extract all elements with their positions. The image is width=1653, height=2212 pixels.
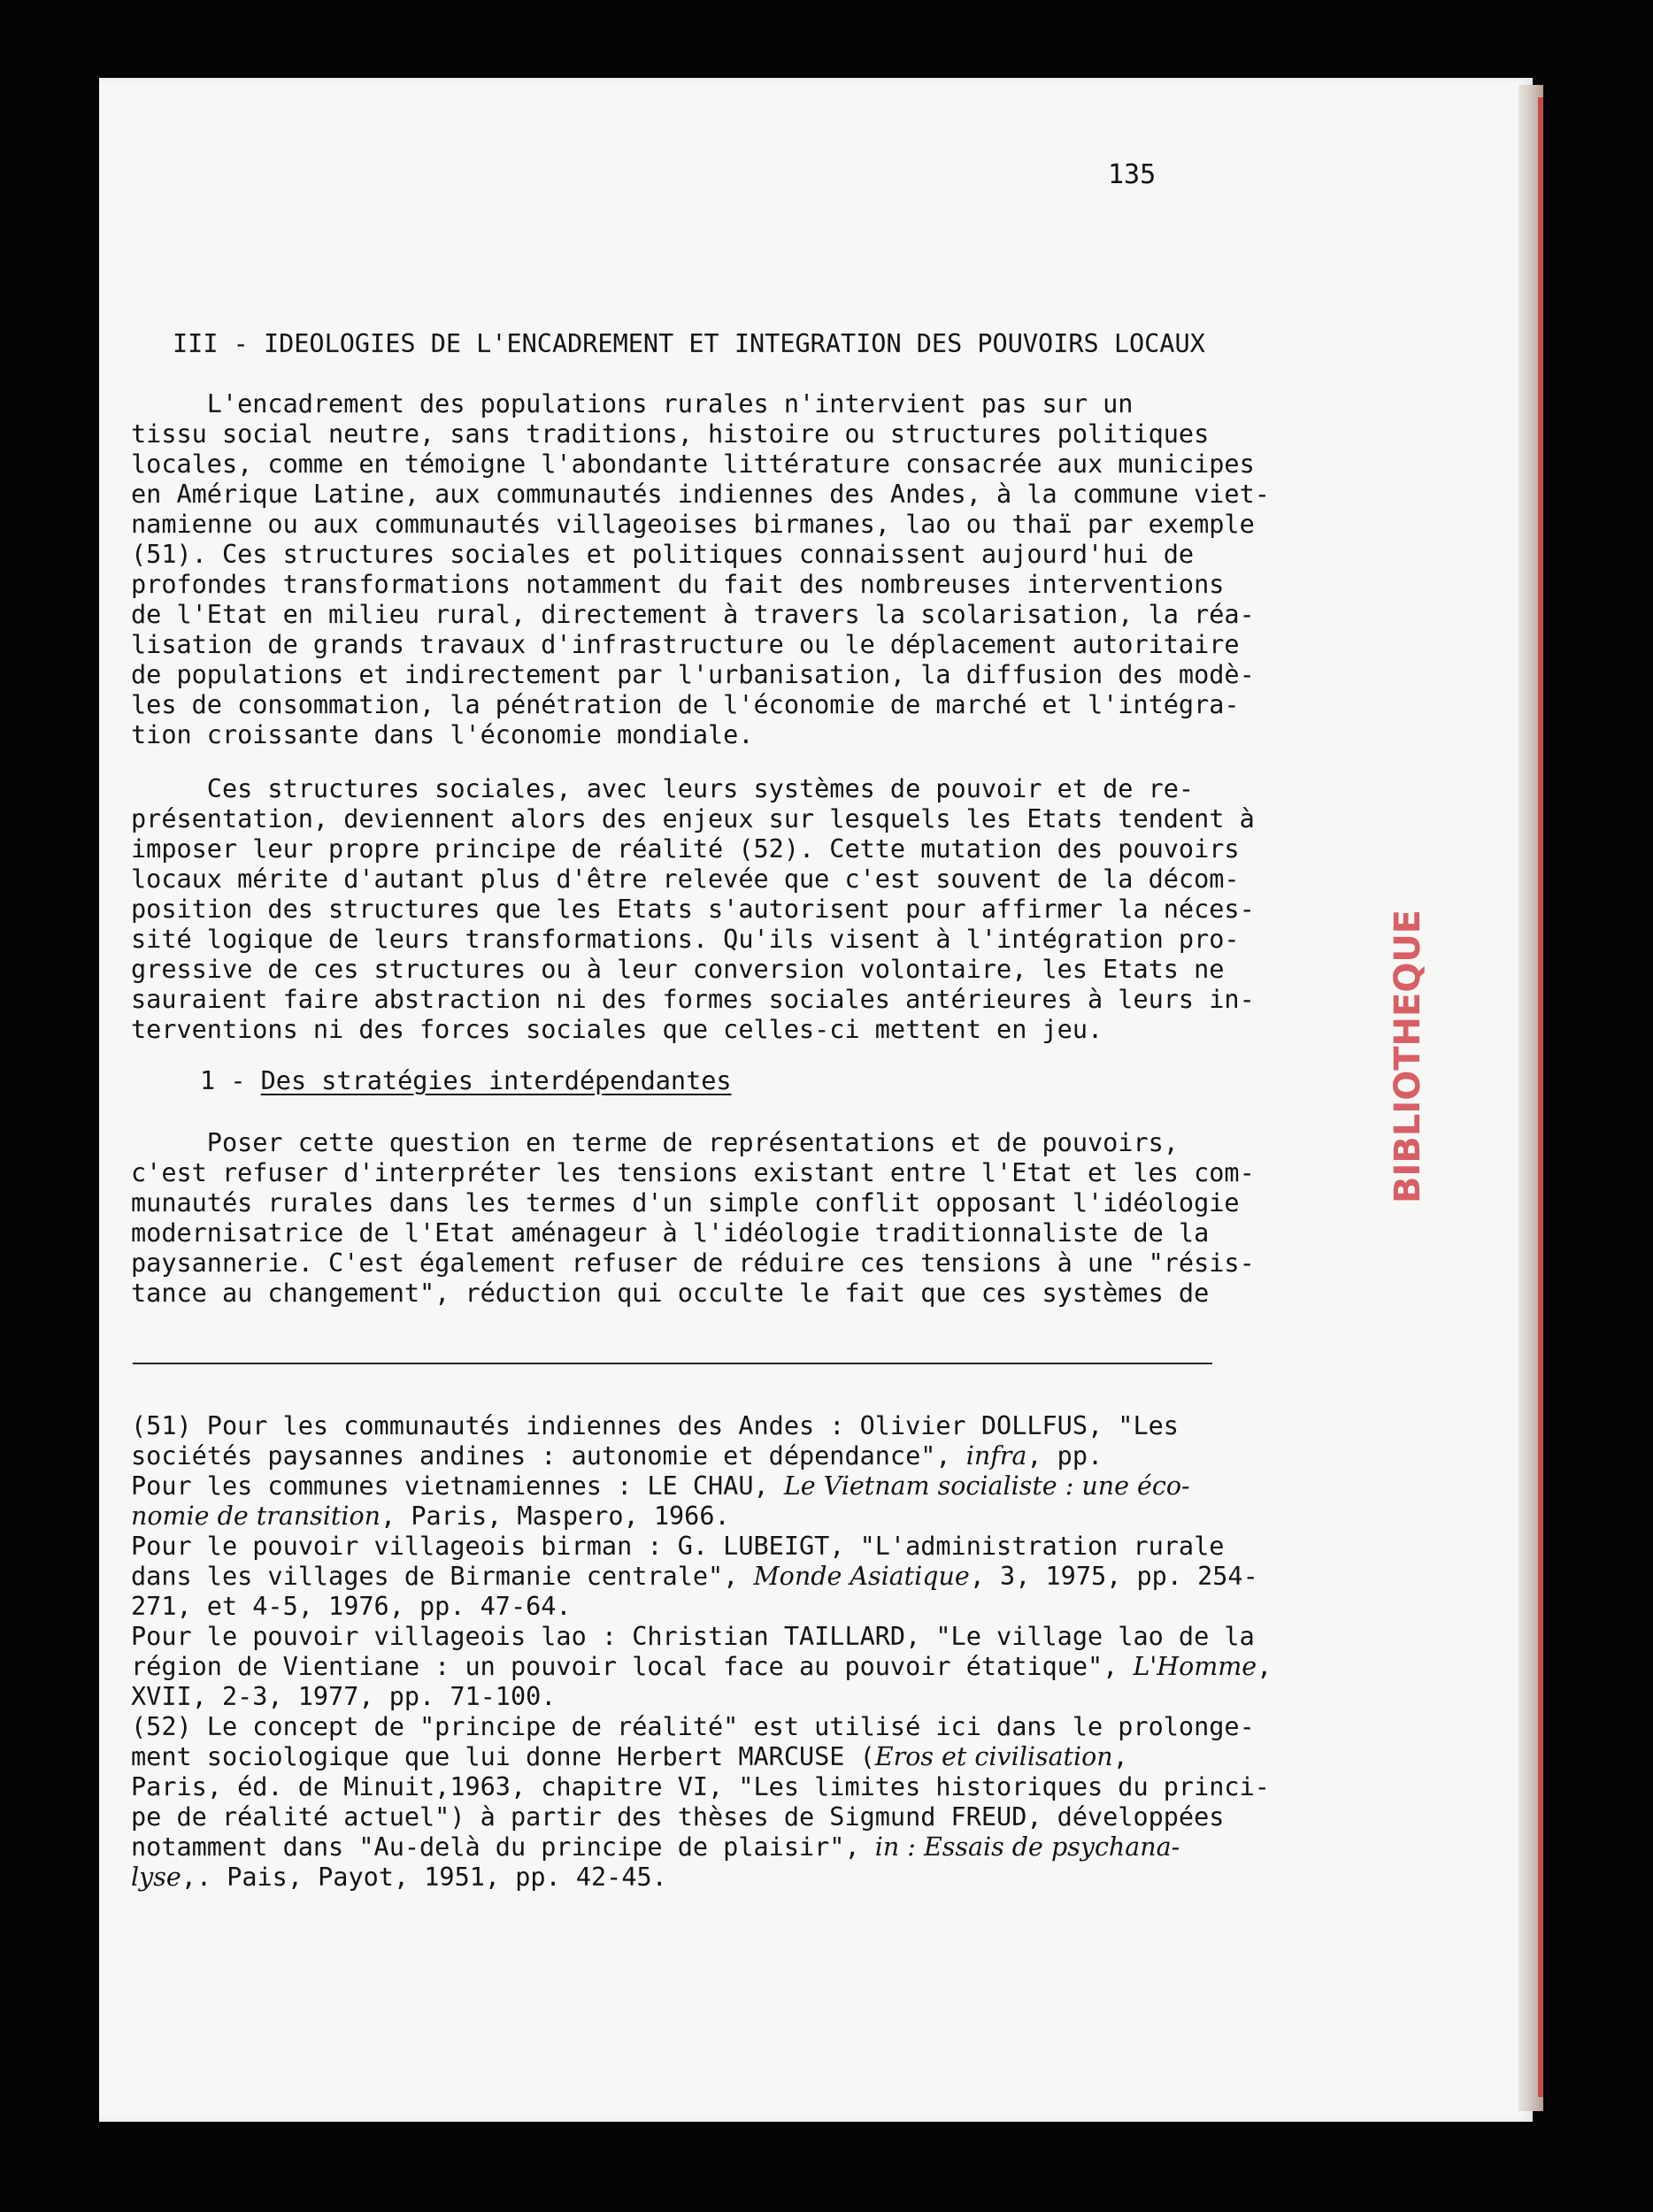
text-line: locaux mérite d'autant plus d'être relevée que c'est souvent de la décom- (131, 864, 1240, 894)
text-line: présentation, deviennent alors des enjeux sur lesquels les Etats tendent à (131, 804, 1255, 833)
subsection-heading (200, 1066, 732, 1095)
section-heading: III - IDEOLOGIES DE L'ENCADREMENT ET INTEGRATION DES POUVOIRS LOCAUX (173, 329, 1205, 358)
footnote-text: ,. Pais, Payot, 1951, pp. 42-45. (181, 1863, 667, 1892)
footnote-text: , pp. (1026, 1441, 1103, 1471)
text-line: Poser cette question en terme de représentations et de pouvoirs, (131, 1128, 1179, 1157)
text-line: gressive de ces structures ou à leur conversion volontaire, les Etats ne (131, 955, 1225, 984)
footnote-line: pe de réalité actuel") à partir des thèses de Sigmund FREUD, développées (131, 1802, 1225, 1832)
library-stamp (1380, 909, 1434, 1212)
text-line: profondes transformations notamment du fait des nombreuses interventions (131, 570, 1225, 599)
footnote-italic: Eros et civilisation (874, 1742, 1113, 1771)
footnote-italic: Le Vietnam socialiste : une éco- (783, 1471, 1190, 1501)
paragraph-1 (131, 389, 1270, 750)
footnote-text: , (1257, 1652, 1272, 1681)
footnote-line (131, 1863, 1237, 1893)
footnote-line (131, 1471, 1237, 1502)
footnotes (131, 1411, 1272, 1893)
footnote-italic: Monde Asiatique (753, 1562, 970, 1591)
paragraph-2 (131, 774, 1255, 1045)
text-line: modernisatrice de l'Etat aménageur à l'idéologie traditionnaliste de la (131, 1218, 1210, 1248)
footnote-italic: infra (965, 1441, 1027, 1471)
page-number: 135 (1108, 159, 1157, 190)
footnote-separator (133, 1363, 1212, 1364)
footnote-italic: lyse (131, 1863, 181, 1892)
footnote-line: Paris, éd. de Minuit,1963, chapitre VI, "Les limites historiques du princi- (131, 1772, 1270, 1801)
footnote-line (131, 1502, 1237, 1532)
text-line: imposer leur propre principe de réalité (52). Cette mutation des pouvoirs (131, 834, 1240, 864)
footnote-line (131, 1742, 1237, 1772)
text-line: locales, comme en témoigne l'abondante littérature consacrée aux municipes (131, 449, 1255, 479)
footnote-italic: in : Essais de psychana- (874, 1832, 1180, 1862)
footnote-text: dans les villages de Birmanie centrale", (131, 1562, 754, 1591)
text-line: les de consommation, la pénétration de l'économie de marché et l'intégra- (131, 690, 1240, 719)
page-edge-red-stripe (1538, 97, 1543, 2097)
library-stamp-text: BIBLIOTHEQUE (1388, 909, 1428, 1203)
footnote-text: , 3, 1975, pp. 254- (969, 1562, 1258, 1591)
footnote-italic: nomie de transition (131, 1502, 381, 1531)
footnote-text: , (1112, 1742, 1128, 1771)
text-line: c'est refuser d'interpréter les tensions existant entre l'Etat et les com- (131, 1158, 1255, 1187)
footnote-line: Pour le pouvoir villageois birman : G. LUBEIGT, "L'administration rurale (131, 1532, 1225, 1561)
footnote-text: notamment dans "Au-delà du principe de plaisir", (131, 1832, 875, 1862)
text-line: munautés rurales dans les termes d'un simple conflit opposant l'idéologie (131, 1188, 1240, 1217)
text-line: namienne ou aux communautés villageoises birmanes, lao ou thaï par exemple (131, 510, 1255, 539)
footnote-line: Pour le pouvoir villageois lao : Christian TAILLARD, "Le village lao de la (131, 1622, 1255, 1651)
subsection-number: 1 - (200, 1066, 261, 1095)
text-line: tance au changement", réduction qui occulte le fait que ces systèmes de (131, 1279, 1210, 1308)
footnote-line (131, 1441, 1237, 1471)
text-line: de l'Etat en milieu rural, directement à travers la scolarisation, la réa- (131, 600, 1255, 629)
footnote-line: (52) Le concept de "principe de réalité" est utilisé ici dans le prolonge- (131, 1712, 1255, 1741)
text-line: (51). Ces structures sociales et politiques connaissent aujourd'hui de (131, 540, 1195, 569)
text-line: sité logique de leurs transformations. Qu'ils visent à l'intégration pro- (131, 925, 1240, 954)
text-line: L'encadrement des populations rurales n'intervient pas sur un (131, 389, 1134, 419)
subsection-title: Des stratégies interdépendantes (260, 1066, 732, 1095)
footnote-text: ment sociologique que lui donne Herbert MARCUSE ( (131, 1742, 875, 1771)
footnote-text: sociétés paysannes andines : autonomie et dépendance", (131, 1441, 966, 1471)
footnote-text: Pour les communes vietnamiennes : LE CHAU, (131, 1471, 784, 1501)
text-line: lisation de grands travaux d'infrastructure ou le déplacement autoritaire (131, 630, 1240, 659)
text-line: terventions ni des forces sociales que celles-ci mettent en jeu. (131, 1015, 1103, 1044)
footnote-line: (51) Pour les communautés indiennes des Andes : Olivier DOLLFUS, "Les (131, 1411, 1179, 1440)
footnote-italic: L'Homme (1133, 1652, 1257, 1681)
footnote-text: , Paris, Maspero, 1966. (381, 1502, 730, 1531)
footnote-line (131, 1832, 1237, 1863)
footnote-line (131, 1652, 1272, 1682)
text-line: Ces structures sociales, avec leurs systèmes de pouvoir et de re- (131, 774, 1195, 803)
text-line: paysannerie. C'est également refuser de réduire ces tensions à une "résis- (131, 1248, 1255, 1278)
footnote-text: région de Vientiane : un pouvoir local face au pouvoir étatique", (131, 1652, 1134, 1681)
footnote-line: 271, et 4-5, 1976, pp. 47-64. (131, 1592, 572, 1621)
text-line: tion croissante dans l'économie mondiale. (131, 720, 754, 749)
footnote-line (131, 1562, 1258, 1592)
text-line: de populations et indirectement par l'urbanisation, la diffusion des modè- (131, 660, 1255, 689)
text-line: tissu social neutre, sans traditions, histoire ou structures politiques (131, 419, 1210, 449)
text-line: position des structures que les Etats s'autorisent pour affirmer la néces- (131, 895, 1255, 924)
text-line: sauraient faire abstraction ni des formes sociales antérieures à leurs in- (131, 985, 1255, 1014)
footnote-line: XVII, 2-3, 1977, pp. 71-100. (131, 1682, 557, 1711)
text-line: en Amérique Latine, aux communautés indiennes des Andes, à la commune viet- (131, 480, 1270, 509)
paragraph-3 (131, 1128, 1255, 1309)
